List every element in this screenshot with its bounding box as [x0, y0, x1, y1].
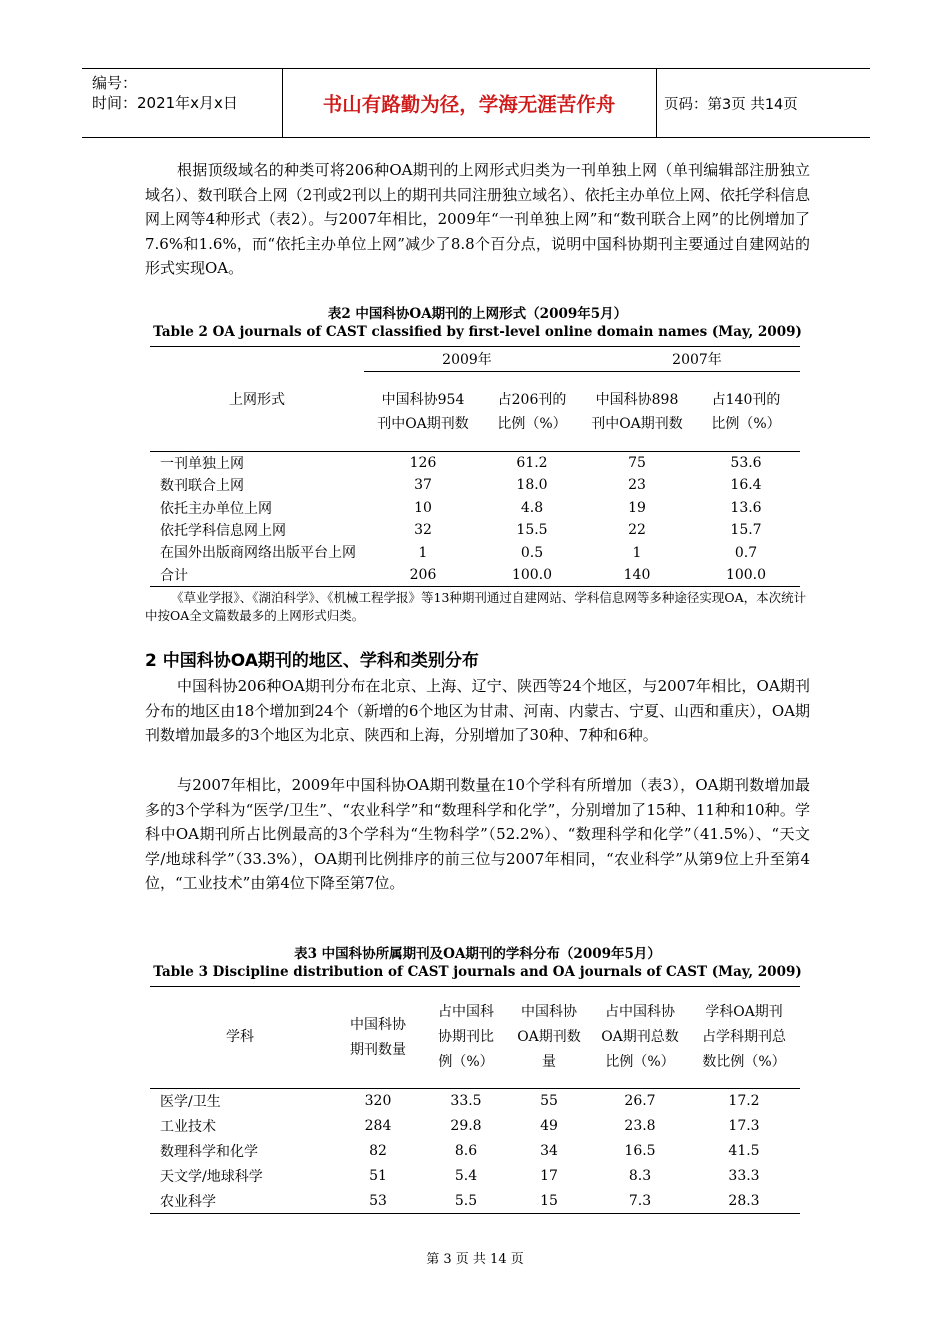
- page-header: [82, 68, 870, 138]
- table-row: 数理科学和化学 82 8.6 34 16.5 41.5: [160, 1143, 760, 1160]
- table3-header-oa-pct: 占中国科协OA期刊总数比例（%）: [601, 1004, 679, 1070]
- table2-header-2009-pct: 占206刊的比例（%）: [482, 372, 582, 452]
- table3-caption-cn: 表3 中国科协所属期刊及OA期刊的学科分布（2009年5月）: [294, 946, 661, 962]
- table2-caption-en: Table 2 OA journals of CAST classified by first-level online domain names (May, 2009): [153, 324, 802, 340]
- table-row: 数刊联合上网 37 18.0 23 16.4: [160, 477, 762, 495]
- header-meta: [82, 69, 283, 137]
- table-row: 合计 206 100.0 140 100.0: [150, 564, 800, 587]
- document-time-label: 时间：2021年x月x日: [92, 94, 238, 112]
- document-number-label: 编号：: [92, 74, 138, 92]
- table2-header-2007-pct: 占140刊的比例（%）: [692, 372, 800, 452]
- table2-header-form: 上网形式: [150, 347, 364, 452]
- table3-header-subject-pct: 学科OA期刊占学科期刊总数比例（%）: [702, 1004, 786, 1070]
- intro-paragraph: [145, 158, 810, 281]
- table-row: 依托学科信息网上网 32 15.5 22 15.7: [160, 522, 762, 540]
- table3-header-oa: 中国科协OA期刊数量: [517, 1004, 581, 1070]
- table2-header-2007-count: 中国科协898刊中OA期刊数: [582, 372, 692, 452]
- table-row: 天文学/地球科学 51 5.4 17 8.3 33.3: [160, 1168, 760, 1185]
- section2-paragraph-1: 中国科协206种OA期刊分布在北京、上海、辽宁、陕西等24个地区，与2007年相比，OA期刊分布的地区由18个增加到24个（新增的6个地区为甘肃、河南、内蒙古、宁夏、山西和重庆），OA期刊数增加最多的3个地区为北京、陕西和上海，分别增加了30种、7种和6种。: [145, 677, 810, 744]
- table-row: 农业科学 53 5.5 15 7.3 28.3: [150, 1189, 800, 1214]
- header-page-label: 页码：第3页 共14页: [664, 96, 798, 113]
- table2-header-2007: 2007年: [582, 347, 800, 372]
- table-row: 医学/卫生 320 33.5 55 26.7 17.2: [160, 1093, 760, 1111]
- table2: [150, 346, 800, 587]
- page-footer: 第 3 页 共 14 页: [426, 1252, 524, 1267]
- table3-caption-en: Table 3 Discipline distribution of CAST journals and OA journals of CAST (May, 2009): [153, 964, 802, 980]
- section2-paragraph-2: 与2007年相比，2009年中国科协OA期刊数量在10个学科有所增加（表3），OA期刊数增加最多的3个学科为“医学/卫生”、“农业科学”和“数理科学和化学”，分别增加了15种、11种和10种。学科中OA期刊所占比例最高的3个学科为“生物科学”（52.2%）、“数理科学和化学”（41.5%）、“天文学/地球科学”（33.3%），OA期刊比例排序的前三位与2007年相同，“农业科学”从第9位上升至第4位，“工业技术”由第4位下降至第7位。: [145, 776, 810, 892]
- table-row: 一刊单独上网 126 61.2 75 53.6: [160, 455, 762, 472]
- table2-caption-cn: 表2 中国科协OA期刊的上网形式（2009年5月）: [327, 306, 628, 322]
- section-title: 2 中国科协OA期刊的地区、学科和类别分布: [145, 651, 479, 671]
- table2-header-2009-count: 中国科协954刊中OA期刊数: [364, 372, 482, 452]
- table3-header-count: 中国科协期刊数量: [350, 1016, 406, 1058]
- table-row: 工业技术 284 29.8 49 23.8 17.3: [160, 1118, 760, 1135]
- table-row: 在国外出版商网络出版平台上网 1 0.5 1 0.7: [160, 544, 758, 561]
- header-motto: 书山有路勤为径，学海无涯苦作舟: [282, 69, 657, 137]
- table3-header-subject: 学科: [226, 1029, 254, 1045]
- table3-header-pct: 占中国科协期刊比例（%）: [438, 1004, 494, 1070]
- table-row: 依托主办单位上网 10 4.8 19 13.6: [160, 499, 762, 517]
- table2-note: 《草业学报》、《湖泊科学》、《机械工程学报》等13种期刊通过自建网站、学科信息网等多种途径实现OA，本次统计中按OA全文篇数最多的上网形式归类。: [145, 590, 807, 623]
- table2-header-2009: 2009年: [364, 347, 582, 372]
- table3: [150, 986, 800, 1214]
- intro-text: 根据顶级域名的种类可将206种OA期刊的上网形式归类为一刊单独上网（单刊编辑部注册独立域名）、数刊联合上网（2刊或2刊以上的期刊共同注册独立域名）、依托主办单位上网、依托学科信息网上网等4种形式（表2）。与2007年相比，2009年“一刊单独上网”和“数刊联合上网”的比例增加了7.6%和1.6%，而“依托主办单位上网”减少了8.8个百分点，说明中国科协期刊主要通过自建网站的形式实现OA。: [145, 161, 810, 277]
